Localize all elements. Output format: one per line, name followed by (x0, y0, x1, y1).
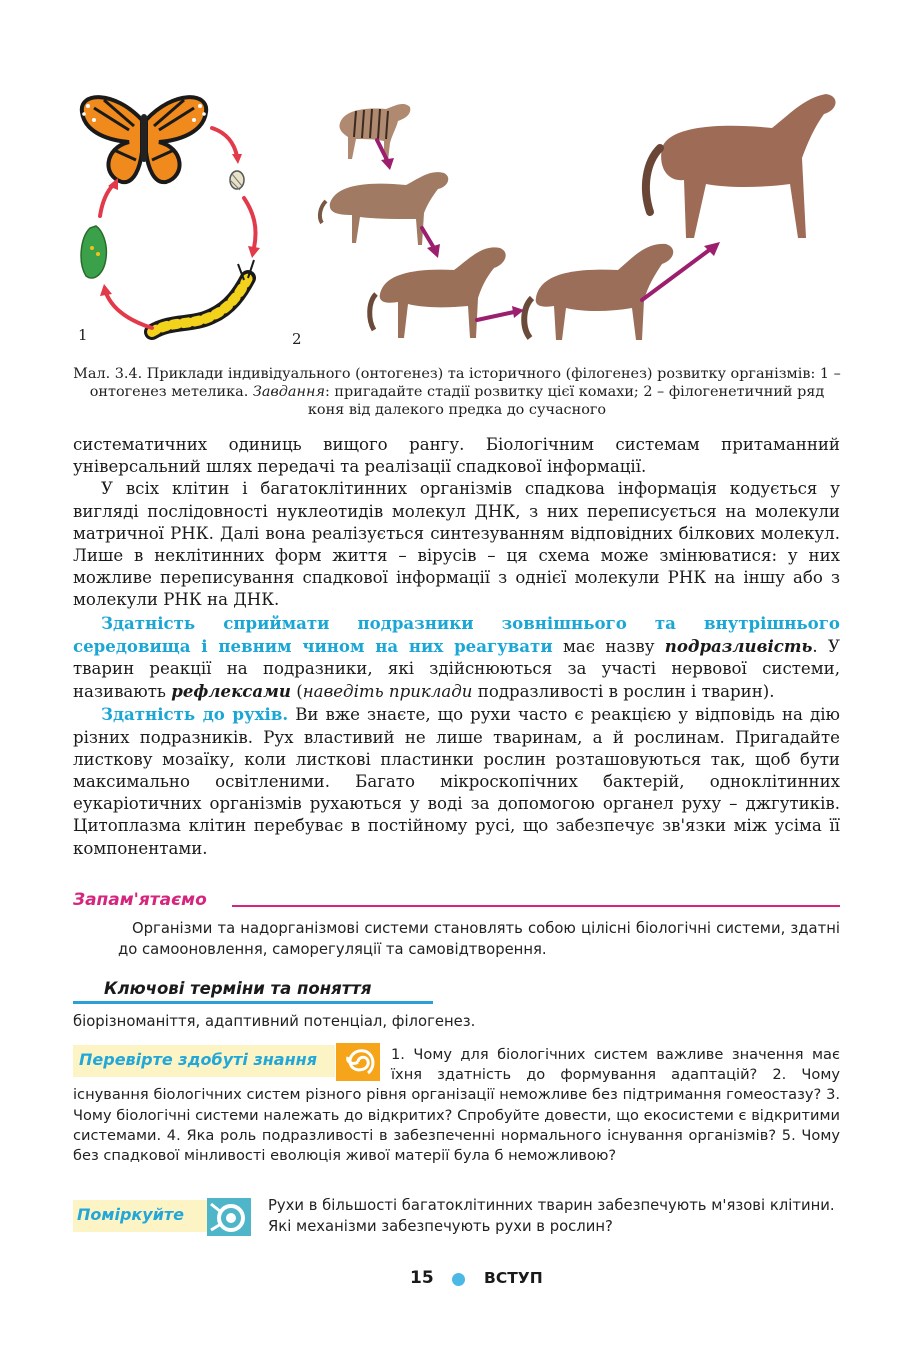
paragraph-2: У всіх клітин і багатоклітинних організмів спадкова інформація кодується у вигляді послідовності нуклеотидів молекул ДНК, з них переписується на молекули матричної РНК. Далі вона реалізується синтезуванням відповідних білкових молекул. Лише в неклітинних форм життя – вірусів – ця схема може змінюватися: у них можливе переписування спадкової інформації з однієї молекули РНК на іншу або з молекули РНК на ДНК. (73, 479, 840, 610)
check-knowledge-label (73, 1045, 335, 1077)
key-terms-text: біорізноманіття, адаптивний потенціал, філогенез. (73, 1013, 476, 1030)
paragraph-3-text-a: має назву (552, 636, 665, 656)
key-terms-heading: Ключові терміни та поняття (104, 979, 372, 998)
caption-text-2: : пригадайте стадії розвитку цієї комахи; 2 – філогенетичний ряд коня від далекого предка до сучасного (307, 384, 825, 418)
paragraph-3-text-c: ( (291, 682, 303, 702)
movement-highlight: Здатність до рухів. (101, 704, 289, 725)
term-irritability: подразливість (664, 635, 813, 656)
panel-1-label: 1 (78, 326, 88, 344)
mesohippus-icon (320, 172, 448, 245)
spiral-knowledge-icon (336, 1043, 380, 1081)
paragraph-4-text: Ви вже знаєте, що рухи часто є реакцією у відповідь на дію різних подразників. Рух властивий не лише тваринам, а й рослинам. Пригадайте листкову мозаїку, коли листкові пластинки рослин розташовуються так, щоб бути максимально освітленими. Багато мікроскопічних бактерій, одноклітинних еукаріотичних організмів рухаються у воді за допомогою органел руху – джгутиків. Цитоплазма клітин перебуває в постійному русі, що забезпечує зв'язки між усіма її компонентами. (73, 705, 840, 858)
chrysalis-icon (81, 226, 106, 278)
merychippus-icon (370, 247, 506, 338)
butterfly-life-cycle-illustration (81, 97, 260, 332)
caption-task-label: Завдання (252, 384, 325, 400)
butterfly-icon (82, 97, 206, 182)
paragraph-4 (73, 703, 840, 859)
paragraph-3 (73, 612, 840, 704)
think-question: Рухи в більшості багатоклітинних тварин забезпечують м'язові клітини. Які механізми забезпечують рухи в рослин? (268, 1197, 835, 1235)
think-label-text: Поміркуйте (77, 1205, 185, 1224)
task-give-examples: наведіть приклади (302, 682, 473, 702)
check-knowledge-text: 1. Чому для біологічних систем важливе значення має їхня здатність до формування адаптацій? 2. Чому існування біологічних систем різного рівня організації неможливе без підтримання гомеостазу? 3. Чому біологічні системи належать до відкритих? Спробуйте довести, що екосистеми є відкритими системами. 4. Яка роль подразливості в забезпеченні нормального існування організмів? 5. Чому без спадкової мінливості еволюція живої матерії була б неможливою? (73, 1046, 840, 1165)
paragraph-1: систематичних одиниць вищого рангу. Біологічним системам притаманний універсальний шлях передачі та реалізації спадкової інформації. (73, 435, 840, 477)
think-head-icon (207, 1198, 251, 1236)
figure-caption (72, 365, 842, 419)
term-reflexes: рефлексами (171, 681, 291, 702)
remember-heading: Запам'ятаємо (73, 890, 207, 910)
footer-dot-icon (452, 1273, 465, 1286)
paragraph-3-text-d: подразливості в рослин і тварин). (472, 682, 775, 702)
panel-2-label: 2 (292, 330, 302, 348)
remember-divider (232, 905, 840, 907)
irritability-highlight: Здатність сприймати подразники зовнішнього та внутрішнього середовища і певним чином на них реагувати (73, 612, 840, 656)
caption-text-1: Мал. 3.4. Приклади індивідуального (онтогенез) та історичного (філогенез) розвитку організмів: 1 – онтогенез метелика. (73, 366, 841, 400)
figure-illustration (72, 88, 842, 358)
page-footer (0, 1268, 918, 1292)
section-name: ВСТУП (484, 1269, 543, 1287)
main-body-text (73, 434, 840, 860)
paragraph-3-text-b: . У тварин реакції на подразники, які здійснюються за участі нервової системи, називають (73, 636, 840, 702)
remember-text: Організми та надорганізмові системи становлять собою цілісні біологічні системи, здатні до самооновлення, саморегуляції та самовідтворення. (118, 920, 840, 958)
caterpillar-icon (152, 260, 254, 332)
figure-3-4 (72, 88, 842, 358)
horse-phylogeny-illustration (320, 94, 836, 340)
check-knowledge-label-text: Перевірте здобуті знання (79, 1050, 317, 1069)
eohippus-icon (339, 104, 410, 161)
page-number: 15 (410, 1268, 434, 1288)
modern-horse-icon (646, 94, 836, 238)
key-terms-underline (73, 1001, 433, 1004)
think-label (73, 1200, 207, 1232)
